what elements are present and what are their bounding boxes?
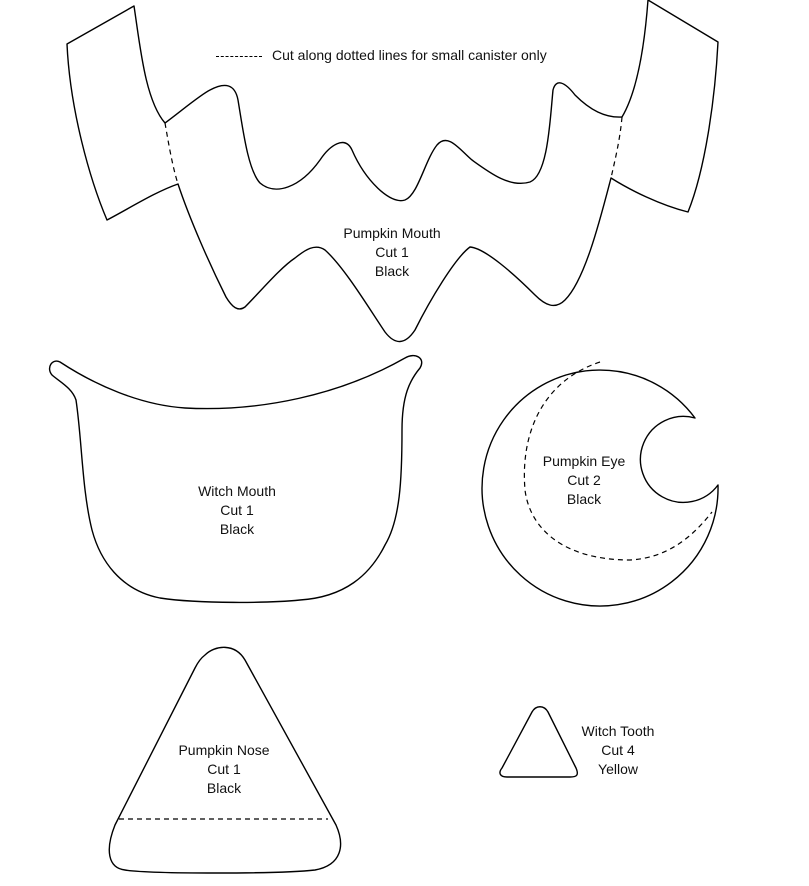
dotted-line-sample [216,56,262,57]
witch-tooth-label [538,722,698,779]
piece-name: Witch Tooth [581,723,655,739]
piece-color: Yellow [598,761,638,777]
piece-color: Black [206,780,242,796]
piece-color: Black [374,263,410,279]
dotted-line-legend [216,46,547,65]
piece-cut: Cut 2 [567,472,601,488]
piece-color: Black [219,521,255,537]
piece-name: Pumpkin Eye [542,453,626,469]
pumpkin-mouth-label [312,224,472,281]
witch-mouth-shape [50,356,422,603]
legend-text: Cut along dotted lines for small canister only [272,47,547,63]
piece-cut: Cut 1 [207,761,241,777]
piece-name: Witch Mouth [198,483,276,499]
piece-cut: Cut 1 [375,244,409,260]
piece-cut: Cut 1 [220,502,254,518]
witch-mouth-label [157,482,317,539]
piece-name: Pumpkin Mouth [343,225,441,241]
pumpkin-eye-label [504,452,664,509]
piece-color: Black [566,491,602,507]
piece-name: Pumpkin Nose [178,742,270,758]
piece-cut: Cut 4 [601,742,635,758]
pumpkin-nose-label [144,741,304,798]
